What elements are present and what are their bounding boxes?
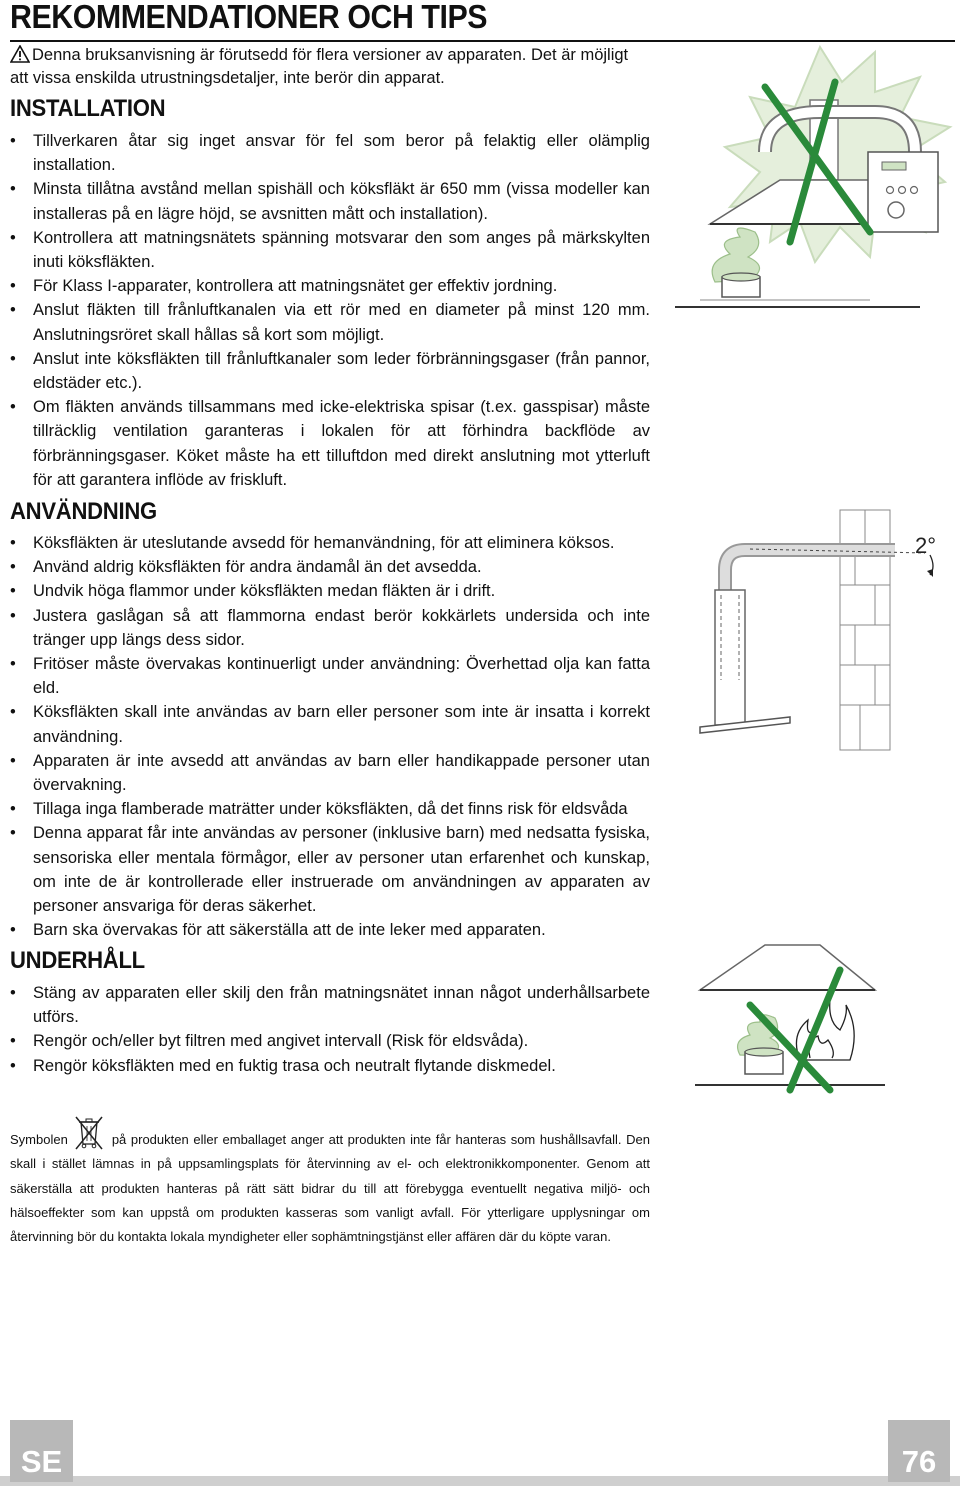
disposal-note-text: på produkten eller emballaget anger att produkten inte får hanteras som hushållsavfall. Den skall i stället lämnas in på uppsamlingsplats för återvinning av el- och elektronikkomponenter. Genom att säkerställa att produkten hanteras på rätt sätt bidrar du till att förebygga eventuellt negativa miljö- och hälsoeffekter som kan uppstå om produkten kasseras som vanligt avfall. För ytterligare upplysningar om återvinning bör du kontakta lokala myndigheter eller sophämtningstjänst eller affären där du köpte varan.: [10, 1132, 650, 1245]
usage-item: • Köksfläkten är uteslutande avsedd för hemanvändning, för att eliminera köksos.: [10, 531, 650, 555]
usage-item: • Tillaga inga flamberade maträtter under köksfläkten, då det finns risk för eldsvåda: [10, 797, 650, 821]
hood-canopy: [700, 945, 875, 990]
usage-item: • Barn ska övervakas för att säkerställa att de inte leker med apparaten.: [10, 918, 650, 942]
duct-slope-illustration: [690, 505, 955, 755]
pot-on-hob: [745, 1048, 783, 1074]
no-flambe-illustration: [690, 940, 890, 1095]
usage-list: [10, 531, 650, 942]
usage-item: • Justera gaslågan så att flammorna endast berör kokkärlets undersida och inte tränger upp längs dess sidor.: [10, 604, 650, 652]
usage-item: • Denna apparat får inte användas av personer (inklusive barn) med nedsatta fysiska, sensoriska eller mentala förmågor, eller av personer utan erfarenhet och kunskap, om inte de är kontrollerade eller instruerade om användningen av apparaten av personer ansvariga för deras säkerhet.: [10, 821, 650, 918]
crossed-bin-icon: [72, 1114, 106, 1150]
installation-heading: INSTALLATION: [10, 95, 166, 122]
maintenance-list: [10, 981, 650, 1078]
page-number: 76: [888, 1420, 950, 1482]
exhaust-pipe: [725, 549, 925, 590]
usage-item: • Apparaten är inte avsedd att användas av barn eller handikappade personer utan övervakning.: [10, 749, 650, 797]
footer-strip: [0, 1476, 960, 1486]
pot-on-hob: [722, 273, 760, 297]
version-notice: [10, 44, 650, 90]
usage-heading: ANVÄNDNING: [10, 498, 157, 525]
no-combustion-gas-connection-illustration: [670, 42, 955, 312]
duct-angle-label: 2°: [915, 533, 937, 558]
version-notice-text: Denna bruksanvisning är förutsedd för flera versioner av apparaten. Det är möjligt att vissa enskilda utrustningsdetaljer, inte berör din apparat.: [10, 46, 629, 87]
maintenance-item: • Rengör och/eller byt filtren med angivet intervall (Risk för eldsvåda).: [10, 1029, 650, 1053]
boiler-unit: [868, 152, 938, 232]
usage-item: • Köksfläkten skall inte användas av barn eller personer som inte är insatta i korrekt användning.: [10, 700, 650, 748]
disposal-note-lead: Symbolen: [10, 1132, 68, 1147]
usage-item: • Använd aldrig köksfläkten för andra ändamål än det avsedda.: [10, 555, 650, 579]
language-badge: SE: [10, 1420, 73, 1482]
disposal-note: [10, 1114, 650, 1249]
maintenance-item: • Stäng av apparaten eller skilj den från matningsnätet innan något underhållsarbete utförs.: [10, 981, 650, 1029]
installation-item: • Anslut fläkten till frånluftkanalen via ett rör med en diameter på minst 120 mm. Anslutningsröret skall hållas så kort som möjligt.: [10, 298, 650, 346]
chimney-hood: [700, 590, 790, 733]
usage-item: • Fritöser måste övervakas kontinuerligt under användning: Överhettad olja kan fatta eld.: [10, 652, 650, 700]
page-title: REKOMMENDATIONER OCH TIPS: [10, 0, 488, 35]
usage-item: • Undvik höga flammor under köksfläkten medan fläkten är i drift.: [10, 579, 650, 603]
installation-item: • Om fläkten används tillsammans med icke-elektriska spisar (t.ex. gasspisar) måste tillräcklig ventilation garanteras i lokalen för att förhindra backflöde av förbränningsgaser. Köket måste ha ett tilluftdon med direkt anslutning mot ytterluft för att garantera inflöde av friskluft.: [10, 395, 650, 492]
installation-item: • För Klass I-apparater, kontrollera att matningsnätet ger effektiv jordning.: [10, 274, 650, 298]
installation-list: [10, 129, 650, 492]
warning-triangle-icon: [10, 45, 30, 63]
installation-item: • Minsta tillåtna avstånd mellan spishäll och köksfläkt är 650 mm (vissa modeller kan installeras på en lägre höjd, se avsnitten mått och installation).: [10, 177, 650, 225]
installation-item: • Tillverkaren åtar sig inget ansvar för fel som beror på felaktig eller olämplig installation.: [10, 129, 650, 177]
maintenance-item: • Rengör köksfläkten med en fuktig trasa och neutralt flytande diskmedel.: [10, 1054, 650, 1078]
installation-item: • Anslut inte köksfläkten till frånluftkanaler som leder förbränningsgaser (från pannor, eldstäder etc.).: [10, 347, 650, 395]
maintenance-heading: UNDERHÅLL: [10, 947, 145, 974]
installation-item: • Kontrollera att matningsnätets spänning motsvarar den som anges på märkskylten inuti köksfläkten.: [10, 226, 650, 274]
